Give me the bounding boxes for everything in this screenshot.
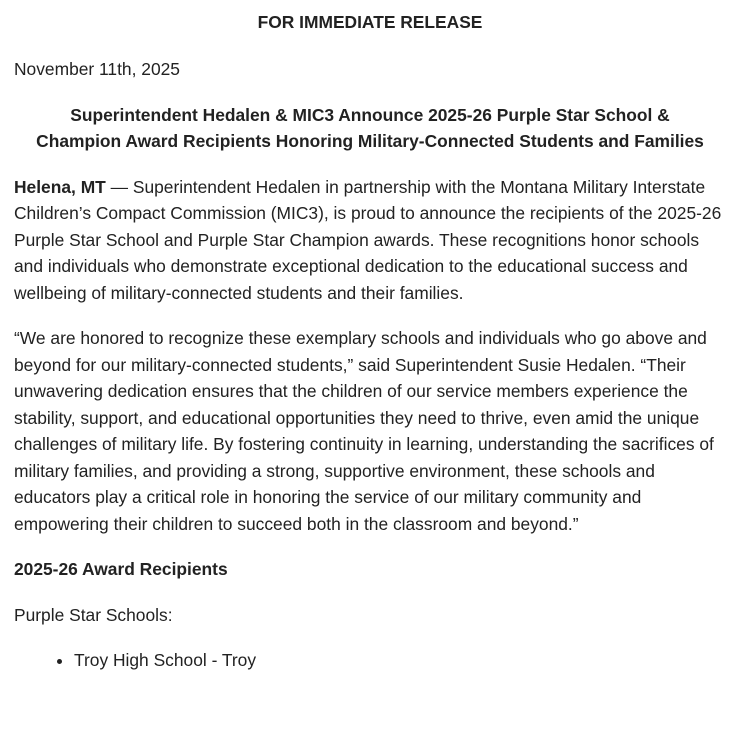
- release-date: November 11th, 2025: [14, 59, 180, 79]
- recipients-heading: 2025-26 Award Recipients: [14, 559, 228, 579]
- quote-paragraph: “We are honored to recognize these exemplary schools and individuals who go above and beyond for our military-connected students,” said Superintendent Susie Hedalen. “Their unwavering dedication ensures that the children of our service members experience the stability, support, and educational opportunities they need to thrive, even amid the unique challenges of military life. By fostering continuity in learning, understanding the sacrifices of military families, and providing a strong, supportive environment, these schools and educators play a critical role in honoring the service of our military community and empowering their children to succeed both in the classroom and beyond.”: [14, 328, 714, 534]
- headline: Superintendent Hedalen & MIC3 Announce 2025-26 Purple Star School & Champion Award Recipients Honoring Military-Connected Students and Families: [36, 104, 704, 151]
- dateline: Helena, MT: [14, 176, 106, 197]
- list-item: • Troy High School - Troy: [74, 647, 726, 674]
- intro-text: — Superintendent Hedalen in partnership with the Montana Military Interstate Children’s Compact Commission (MIC3), is proud to announce the recipients of the 2025-26 Purple Star School and Purple Star Champion awards. These recognitions honor schools and individuals who demonstrate exceptional dedication to the educational success and wellbeing of military-connected students and their families.: [14, 176, 722, 303]
- schools-list: [14, 647, 726, 674]
- schools-label: Purple Star Schools:: [14, 604, 173, 625]
- intro-paragraph: [14, 174, 726, 307]
- release-label: FOR IMMEDIATE RELEASE: [257, 12, 483, 32]
